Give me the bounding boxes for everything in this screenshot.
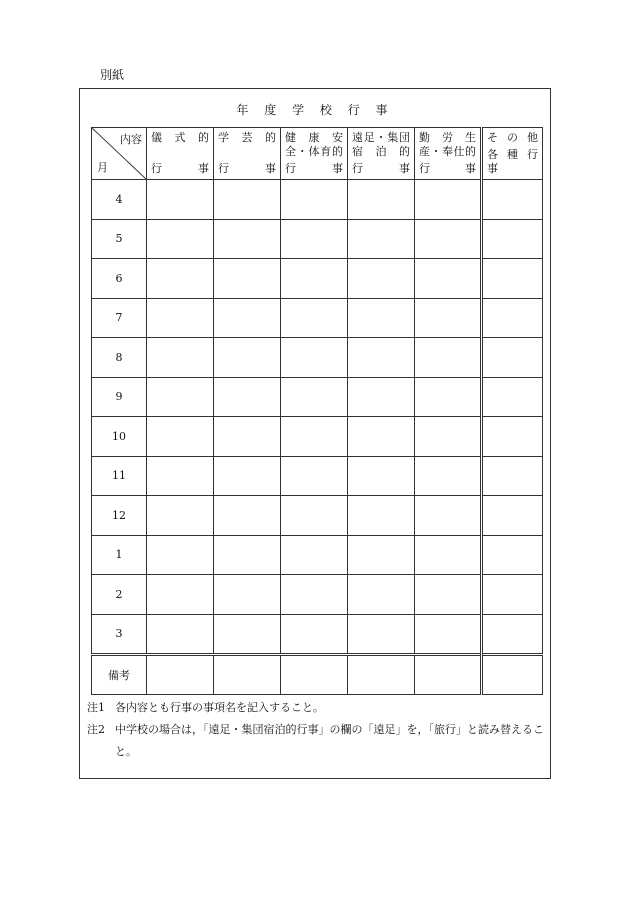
- entry-cell[interactable]: [348, 575, 415, 615]
- entry-cell[interactable]: [214, 575, 281, 615]
- month-row: [92, 219, 543, 259]
- attachment-label: 別紙: [100, 68, 125, 82]
- column-header-bottom: 行 事: [352, 162, 410, 175]
- entry-cell[interactable]: [214, 298, 281, 338]
- entry-cell[interactable]: [415, 655, 482, 695]
- entry-cell[interactable]: [281, 298, 348, 338]
- note-text: 中学校の場合は，「遠足・集団宿泊的行事」の欄の「遠足」を，「旅行」と読み替えること。: [115, 723, 544, 758]
- entry-cell[interactable]: [415, 259, 482, 299]
- column-header-top: そ の 他: [487, 131, 538, 144]
- entry-cell[interactable]: [482, 259, 543, 299]
- entry-cell[interactable]: [147, 259, 214, 299]
- entry-cell[interactable]: [281, 535, 348, 575]
- entry-cell[interactable]: [415, 219, 482, 259]
- entry-cell[interactable]: [281, 338, 348, 378]
- entry-cell[interactable]: [348, 535, 415, 575]
- month-cell: 11: [92, 456, 147, 496]
- entry-cell[interactable]: [482, 535, 543, 575]
- entry-cell[interactable]: [281, 575, 348, 615]
- month-row: [92, 377, 543, 417]
- entry-cell[interactable]: [281, 180, 348, 220]
- entry-cell[interactable]: [482, 417, 543, 457]
- entry-cell[interactable]: [214, 496, 281, 536]
- month-row: [92, 575, 543, 615]
- month-row: [92, 614, 543, 655]
- month-cell: 3: [92, 614, 147, 655]
- entry-cell[interactable]: [415, 338, 482, 378]
- month-cell: 6: [92, 259, 147, 299]
- column-header-top: 健 康 安 全・体育的: [285, 131, 343, 158]
- entry-cell[interactable]: [482, 377, 543, 417]
- month-row: [92, 259, 543, 299]
- month-row: [92, 338, 543, 378]
- entry-cell[interactable]: [348, 219, 415, 259]
- entry-cell[interactable]: [147, 456, 214, 496]
- column-header-cultural: [214, 128, 281, 180]
- column-header-labor-service: [415, 128, 482, 180]
- entry-cell[interactable]: [147, 417, 214, 457]
- entry-cell[interactable]: [348, 614, 415, 655]
- entry-cell[interactable]: [147, 298, 214, 338]
- entry-cell[interactable]: [415, 417, 482, 457]
- month-cell: 1: [92, 535, 147, 575]
- note-label: 注2: [87, 723, 105, 736]
- entry-cell[interactable]: [147, 338, 214, 378]
- entry-cell[interactable]: [281, 219, 348, 259]
- month-cell: 4: [92, 180, 147, 220]
- entry-cell[interactable]: [147, 496, 214, 536]
- form-title: 年 度 学 校 行 事: [236, 103, 394, 117]
- entry-cell[interactable]: [348, 655, 415, 695]
- events-table: [91, 127, 543, 695]
- month-cell: 9: [92, 377, 147, 417]
- entry-cell[interactable]: [415, 575, 482, 615]
- column-header-bottom: 行 事: [218, 162, 276, 175]
- month-cell: 10: [92, 417, 147, 457]
- entry-cell[interactable]: [482, 456, 543, 496]
- remarks-row: [92, 655, 543, 695]
- month-row: [92, 535, 543, 575]
- note-1: [87, 697, 547, 719]
- entry-cell[interactable]: [281, 614, 348, 655]
- month-row: [92, 456, 543, 496]
- entry-cell[interactable]: [348, 417, 415, 457]
- entry-cell[interactable]: [281, 259, 348, 299]
- entry-cell[interactable]: [147, 219, 214, 259]
- note-2: [87, 719, 547, 763]
- column-header-bottom: 行 事: [419, 162, 476, 175]
- entry-cell[interactable]: [147, 535, 214, 575]
- entry-cell[interactable]: [348, 338, 415, 378]
- month-cell: 5: [92, 219, 147, 259]
- form-frame: [79, 88, 551, 779]
- entry-cell[interactable]: [147, 655, 214, 695]
- month-cell: 7: [92, 298, 147, 338]
- entry-cell[interactable]: [214, 655, 281, 695]
- entry-cell[interactable]: [214, 456, 281, 496]
- month-label: 月: [97, 161, 108, 174]
- column-header-bottom: 行 事: [285, 162, 343, 175]
- column-header-top: 勤 労 生 産・奉仕的: [419, 131, 476, 158]
- month-cell: 8: [92, 338, 147, 378]
- entry-cell[interactable]: [482, 298, 543, 338]
- month-cell: 12: [92, 496, 147, 536]
- entry-cell[interactable]: [147, 575, 214, 615]
- entry-cell[interactable]: [281, 417, 348, 457]
- header-row: [92, 128, 543, 180]
- entry-cell[interactable]: [415, 180, 482, 220]
- entry-cell[interactable]: [348, 377, 415, 417]
- column-header-ceremonial: [147, 128, 214, 180]
- entry-cell[interactable]: [147, 614, 214, 655]
- entry-cell[interactable]: [214, 614, 281, 655]
- column-header-top: 遠足・集団 宿 泊 的: [352, 131, 410, 158]
- entry-cell[interactable]: [281, 456, 348, 496]
- month-row: [92, 417, 543, 457]
- column-header-other: [482, 128, 543, 180]
- entry-cell[interactable]: [348, 180, 415, 220]
- entry-cell[interactable]: [482, 655, 543, 695]
- entry-cell[interactable]: [214, 180, 281, 220]
- entry-cell[interactable]: [415, 614, 482, 655]
- remarks-label: 備考: [92, 655, 147, 695]
- column-header-bottom: 各 種 行 事: [487, 148, 538, 175]
- entry-cell[interactable]: [147, 180, 214, 220]
- entry-cell[interactable]: [415, 535, 482, 575]
- column-header-excursion-lodging: [348, 128, 415, 180]
- entry-cell[interactable]: [214, 219, 281, 259]
- column-header-top: 学 芸 的: [218, 131, 276, 144]
- entry-cell[interactable]: [415, 496, 482, 536]
- notes: [87, 697, 547, 763]
- entry-cell[interactable]: [214, 338, 281, 378]
- entry-cell[interactable]: [482, 219, 543, 259]
- month-row: [92, 496, 543, 536]
- entry-cell[interactable]: [482, 338, 543, 378]
- column-header-bottom: 行 事: [151, 162, 209, 175]
- entry-cell[interactable]: [482, 614, 543, 655]
- entry-cell[interactable]: [214, 535, 281, 575]
- entry-cell[interactable]: [281, 377, 348, 417]
- entry-cell[interactable]: [348, 496, 415, 536]
- content-label: 内容: [120, 133, 142, 146]
- note-text: 各内容とも行事の事項名を記入すること。: [115, 701, 324, 714]
- month-row: [92, 180, 543, 220]
- entry-cell[interactable]: [415, 298, 482, 338]
- entry-cell[interactable]: [415, 456, 482, 496]
- note-label: 注1: [87, 701, 105, 714]
- column-header-top: 儀 式 的: [151, 131, 209, 144]
- entry-cell[interactable]: [214, 417, 281, 457]
- entry-cell[interactable]: [214, 259, 281, 299]
- month-row: [92, 298, 543, 338]
- entry-cell[interactable]: [348, 298, 415, 338]
- month-cell: 2: [92, 575, 147, 615]
- entry-cell[interactable]: [214, 377, 281, 417]
- entry-cell[interactable]: [281, 496, 348, 536]
- entry-cell[interactable]: [348, 259, 415, 299]
- entry-cell[interactable]: [147, 377, 214, 417]
- entry-cell[interactable]: [281, 655, 348, 695]
- entry-cell[interactable]: [482, 180, 543, 220]
- entry-cell[interactable]: [482, 575, 543, 615]
- column-header-health-safety-sports: [281, 128, 348, 180]
- entry-cell[interactable]: [348, 456, 415, 496]
- corner-cell: [92, 128, 147, 180]
- entry-cell[interactable]: [482, 496, 543, 536]
- entry-cell[interactable]: [415, 377, 482, 417]
